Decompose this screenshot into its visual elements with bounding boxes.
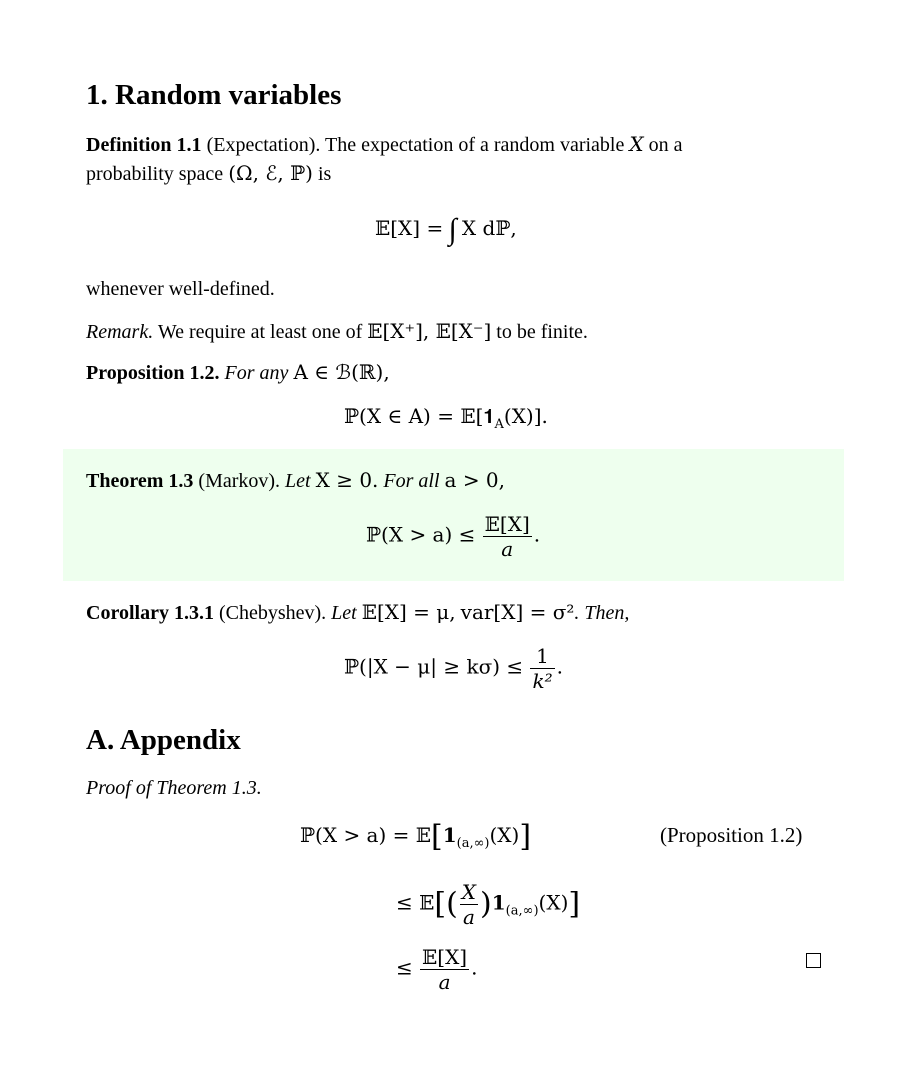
proof-line-1: ℙ(X > $a) = 𝔼[𝟏_{(a,\infty)}(X)]$ xyxy=(300,819,532,854)
equation-rhs: X dℙ, xyxy=(461,216,517,240)
expectation-equation xyxy=(375,213,517,246)
indicator-symbol: 𝟏 xyxy=(442,823,457,847)
corollary-text: Let xyxy=(331,602,357,624)
definition-after: whenever well-defined. xyxy=(86,278,275,300)
section-heading-appendix: A. Appendix xyxy=(86,724,241,756)
definition-text-4: is xyxy=(317,163,332,185)
remark-label: Remark. xyxy=(86,321,154,343)
markov-inequality xyxy=(366,512,540,561)
proof-line-2-fraction xyxy=(460,880,478,929)
proof-line-3-lhs: ≤ xyxy=(396,955,413,980)
indicator-subscript-2: (a,∞) xyxy=(505,903,539,919)
proof-line-3 xyxy=(396,945,477,994)
corollary xyxy=(86,600,629,625)
proposition xyxy=(86,360,390,385)
proposition-equation xyxy=(344,403,548,438)
theorem-name: (Markov). xyxy=(198,470,281,492)
proof-line-1-end: (X) xyxy=(489,823,520,847)
proposition-eq-main: ℙ(X ∈ A) = 𝔼[𝟏 xyxy=(344,404,495,428)
markov-end: . xyxy=(533,522,541,547)
definition-variable: X xyxy=(629,132,644,156)
proof-line-2-denominator: a xyxy=(460,904,478,929)
corollary-label: Corollary 1.3.1 xyxy=(86,602,214,624)
definition-line-2 xyxy=(86,161,331,186)
proof-line-3-numerator: 𝔼[X] xyxy=(422,945,468,969)
corollary-expression-2: var[X] = σ² xyxy=(460,600,575,624)
proposition-label: Proposition 1.2. xyxy=(86,362,220,384)
theorem-condition-1: X ≥ 0. xyxy=(315,468,379,492)
indicator-symbol-2: 𝟏 xyxy=(491,890,506,915)
indicator-subscript: (a,∞) xyxy=(456,836,490,851)
proof-line-2-end: (X) xyxy=(538,890,569,915)
chebyshev-fraction xyxy=(530,644,554,693)
remark-text-2: to be finite. xyxy=(496,321,588,343)
section-heading-random-variables: 1. Random variables xyxy=(86,79,342,111)
remark-text: We require at least one of xyxy=(157,321,363,343)
definition-line-1 xyxy=(86,132,683,157)
chebyshev-inequality xyxy=(344,644,563,693)
proof-line-1-lhs: ℙ(X > a) = 𝔼 xyxy=(300,823,431,847)
proposition-eq-end: (X)]. xyxy=(503,404,548,428)
proof-line-3-end: . xyxy=(471,955,478,980)
theorem xyxy=(86,468,505,493)
corollary-expression-1: 𝔼[X] = μ, xyxy=(361,600,456,624)
equation-lhs: 𝔼[X] = xyxy=(375,216,444,240)
proof-line-2: ≤ 𝔼[( $\frac{X}{a}$ )$𝟏_{(a,\infty)}(X)$] xyxy=(396,880,581,929)
definition-label: Definition 1.1 xyxy=(86,134,202,156)
integral-sign: ∫ xyxy=(448,213,457,246)
markov-denominator: a xyxy=(483,536,532,561)
definition-text-3: probability space xyxy=(86,163,224,185)
definition-text-2: on a xyxy=(648,134,683,156)
theorem-condition-2: a > 0, xyxy=(444,468,506,492)
proof-line-3-denominator: a xyxy=(420,969,469,994)
proof-line-2-lhs: ≤ 𝔼 xyxy=(396,890,435,915)
chebyshev-lhs: ℙ(|X − μ| ≥ kσ) ≤ xyxy=(344,654,524,679)
theorem-text: Let xyxy=(285,470,311,492)
definition-name: (Expectation). xyxy=(206,134,321,156)
corollary-name: (Chebyshev). xyxy=(218,602,327,624)
markov-fraction xyxy=(483,512,532,561)
markov-numerator: 𝔼[X] xyxy=(484,512,530,536)
proof-label: Proof of Theorem 1.3. xyxy=(86,777,262,799)
markov-lhs: ℙ(X > a) ≤ xyxy=(366,522,476,547)
proof-line-3-fraction xyxy=(420,945,469,994)
proof-line-1-tag: (Proposition 1.2) xyxy=(660,823,803,847)
definition-text: The expectation of a random variable xyxy=(325,134,625,156)
proposition-eq-sub: A xyxy=(494,417,504,432)
qed-square-icon xyxy=(806,953,821,968)
proposition-expression: A ∈ ℬ(ℝ), xyxy=(293,360,390,384)
remark-expression: 𝔼[X⁺], 𝔼[X⁻] xyxy=(367,319,492,343)
proof-line-2-numerator: X xyxy=(461,880,477,904)
chebyshev-numerator: 1 xyxy=(536,644,549,668)
corollary-text-2: . Then, xyxy=(574,602,630,624)
remark xyxy=(86,319,588,344)
probability-space: (Ω, ℰ, ℙ) xyxy=(228,161,313,185)
chebyshev-denominator: k² xyxy=(532,669,553,693)
theorem-text-2: For all xyxy=(383,470,440,492)
theorem-label: Theorem 1.3 xyxy=(86,470,194,492)
chebyshev-end: . xyxy=(556,654,563,679)
proposition-text: For any xyxy=(224,362,289,384)
